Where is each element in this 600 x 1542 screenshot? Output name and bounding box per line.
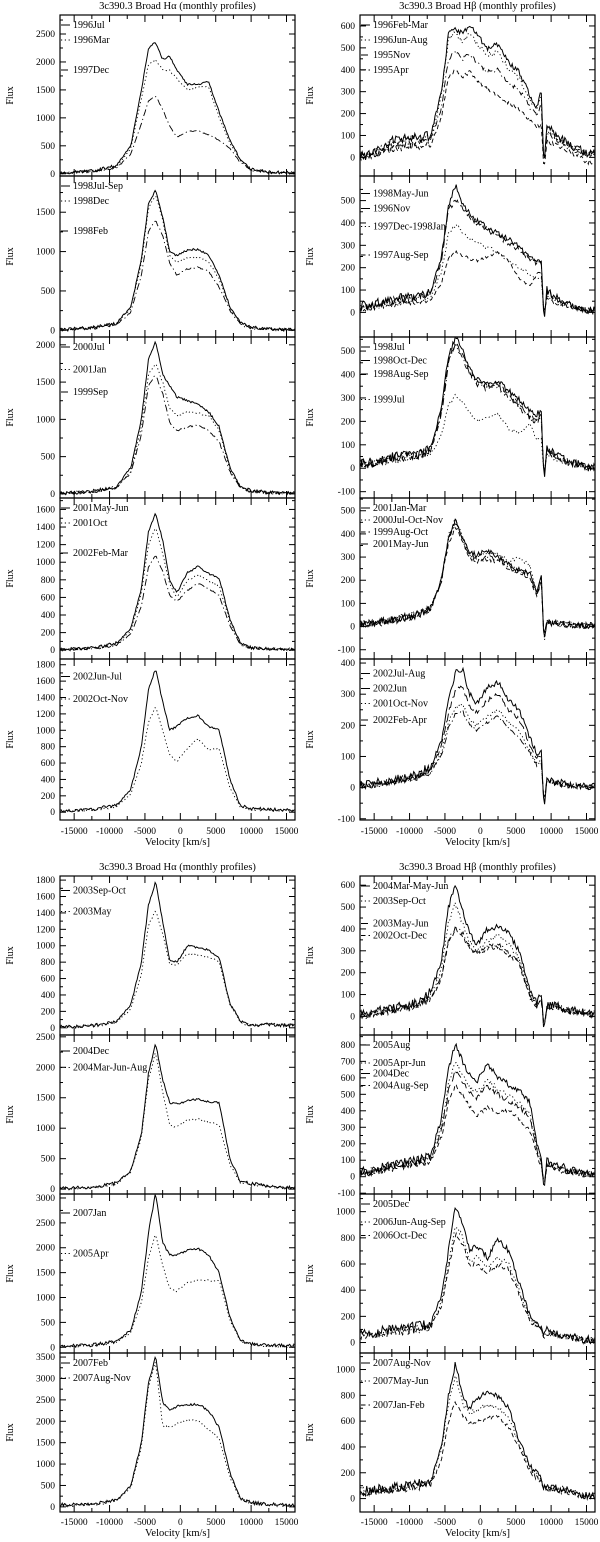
y-tick-label: 600 xyxy=(340,881,355,892)
panel xyxy=(305,1194,595,1353)
y-tick-label: 1600 xyxy=(36,505,55,516)
y-tick-label: 1600 xyxy=(36,677,55,688)
y-tick-label: 400 xyxy=(340,1442,355,1453)
series-line-1998Feb xyxy=(60,221,295,331)
legend-label: 2005Apr xyxy=(73,1248,109,1260)
legend-label: 2002Jul-Aug xyxy=(373,668,426,680)
legend-label: 2003Sep-Oct xyxy=(73,885,126,897)
series-line-2007May-Jun xyxy=(360,1376,595,1499)
y-axis-title: Flux xyxy=(5,86,16,105)
y-axis-title: Flux xyxy=(305,730,316,749)
y-tick-label: 300 xyxy=(340,946,355,957)
figure1-halpha-title: 3c390.3 Broad Hα (monthly profiles) xyxy=(99,1,256,12)
y-tick-label: 2500 xyxy=(36,1395,55,1406)
legend-label: 2001Oct-Nov xyxy=(373,698,428,710)
y-tick-label: 1000 xyxy=(36,113,55,124)
panel-border xyxy=(60,337,295,498)
series-line-2001May-Jun xyxy=(60,514,295,651)
legend-label: 1998Oct-Dec xyxy=(373,355,427,367)
x-tick-label: 15000 xyxy=(274,1518,299,1528)
y-tick-label: 1600 xyxy=(36,892,55,903)
y-tick-label: 1000 xyxy=(36,1460,55,1471)
y-tick-label: 2000 xyxy=(36,1417,55,1428)
x-tick-label: 0 xyxy=(477,827,483,837)
legend-label: 2003May-Jun xyxy=(373,918,429,930)
legend-label: 2007Aug-Nov xyxy=(73,1373,131,1384)
y-tick-label: 500 xyxy=(40,1481,55,1492)
series-line-1997Dec xyxy=(60,96,295,173)
panel xyxy=(305,1353,599,1528)
y-tick-label: 500 xyxy=(340,43,355,54)
figure1-hbeta-chart xyxy=(300,0,600,857)
series-line-2004Mar-May-Jun xyxy=(360,886,595,1027)
x-tick-label: 5000 xyxy=(206,827,226,837)
legend-label: 2002Oct-Nov xyxy=(73,694,128,705)
panel-border xyxy=(60,659,295,820)
series-line-1998Jul-Sep xyxy=(60,191,295,332)
y-tick-label: 2000 xyxy=(36,1243,55,1254)
legend-label: 2007Jan xyxy=(73,1208,107,1219)
y-tick-label: 0 xyxy=(350,1338,355,1349)
x-tick-label: -15000 xyxy=(360,1518,388,1528)
panel xyxy=(5,176,295,337)
y-tick-label: 400 xyxy=(340,1286,355,1297)
y-tick-label: 100 xyxy=(340,752,355,763)
y-tick-label: 800 xyxy=(40,575,55,586)
series-line-1995Apr xyxy=(360,70,595,164)
legend-label: 2006Oct-Dec xyxy=(373,1230,427,1242)
legend-label: 1997Aug-Sep xyxy=(373,250,429,261)
y-tick-label: 1500 xyxy=(36,378,55,389)
y-tick-label: 100 xyxy=(340,1156,355,1167)
panel xyxy=(5,659,299,837)
legend-label: 2000Jul xyxy=(73,342,105,353)
y-tick-label: 100 xyxy=(340,440,355,451)
y-axis-title: Flux xyxy=(5,1264,16,1283)
y-tick-label: 400 xyxy=(340,1106,355,1117)
y-axis-title: Flux xyxy=(5,1105,16,1124)
x-tick-label: 10000 xyxy=(539,827,563,837)
legend-label: 1996Mar xyxy=(73,35,110,46)
y-tick-label: 300 xyxy=(340,87,355,98)
y-axis-title: Flux xyxy=(305,408,316,427)
series-line-2005Dec xyxy=(360,1208,595,1343)
x-tick-label: 15000 xyxy=(574,1518,599,1528)
y-tick-label: -100 xyxy=(337,1189,355,1200)
y-tick-label: 500 xyxy=(40,286,55,297)
y-tick-label: 200 xyxy=(340,1468,355,1479)
x-tick-label: -15000 xyxy=(60,827,88,837)
y-tick-label: 600 xyxy=(40,974,55,985)
y-tick-label: 600 xyxy=(340,1260,355,1271)
x-tick-label: -5000 xyxy=(133,827,157,837)
y-tick-label: 0 xyxy=(350,1494,355,1505)
figure2-halpha-chart xyxy=(0,852,300,1542)
y-tick-label: 1000 xyxy=(36,726,55,737)
series-line-2002Oct-Nov xyxy=(60,708,295,813)
legend-label: 2002Jun-Jul xyxy=(73,671,122,683)
panel xyxy=(5,337,295,500)
y-tick-label: 200 xyxy=(340,721,355,732)
y-tick-label: 200 xyxy=(340,109,355,120)
legend-label: 2001May-Jun xyxy=(73,503,129,514)
legend-label: 2005Aug xyxy=(373,1040,411,1051)
y-tick-label: 0 xyxy=(50,808,55,819)
legend-label: 2004Dec xyxy=(73,1046,110,1057)
y-tick-label: 600 xyxy=(340,1073,355,1084)
y-tick-label: 0 xyxy=(50,489,55,500)
y-axis-title: Flux xyxy=(305,569,316,588)
y-tick-label: 200 xyxy=(40,1007,55,1018)
y-tick-label: 1200 xyxy=(36,925,55,936)
figure-2 xyxy=(0,852,600,1542)
x-tick-label: 0 xyxy=(477,1518,483,1528)
y-tick-label: 400 xyxy=(40,775,55,786)
legend-label: 2003Sep-Oct xyxy=(373,896,426,907)
legend-label: 2001May-Jun xyxy=(373,539,429,550)
legend-label: 1998May-Jun xyxy=(373,188,429,200)
series-line-2001Oct xyxy=(60,529,295,651)
y-axis-title: Flux xyxy=(305,946,316,965)
y-tick-label: 500 xyxy=(40,452,55,463)
y-tick-label: 400 xyxy=(340,659,355,670)
legend-label: 2007Aug-Nov xyxy=(373,1358,431,1369)
x-tick-label: 5000 xyxy=(506,1518,526,1528)
x-tick-label: -15000 xyxy=(360,827,388,837)
y-tick-label: 300 xyxy=(340,241,355,252)
legend-label: 2005Apr-Jun xyxy=(373,1058,426,1069)
y-axis-title: Flux xyxy=(305,247,316,266)
y-axis-title: Flux xyxy=(305,86,316,105)
y-axis-title: Flux xyxy=(5,730,16,749)
figure1-halpha-chart xyxy=(0,0,300,857)
y-tick-label: 1500 xyxy=(36,1438,55,1449)
y-tick-label: 0 xyxy=(350,783,355,794)
legend-label: 1998Jul-Sep xyxy=(73,181,123,192)
y-tick-label: 400 xyxy=(40,990,55,1001)
y-tick-label: 1200 xyxy=(36,709,55,720)
x-tick-label: 15000 xyxy=(274,827,299,837)
x-tick-label: -15000 xyxy=(60,1518,88,1528)
halpha-spectra-svg xyxy=(0,0,300,852)
x-tick-label: -5000 xyxy=(433,827,457,837)
y-tick-label: 2500 xyxy=(36,30,55,41)
panel xyxy=(5,1194,295,1353)
y-tick-label: 1500 xyxy=(36,1268,55,1279)
y-tick-label: 200 xyxy=(40,628,55,639)
y-tick-label: 1800 xyxy=(36,876,55,887)
legend-label: 1998Jul xyxy=(373,342,405,353)
legend-label: 2001Jan xyxy=(73,364,107,376)
y-axis-title: Flux xyxy=(5,408,16,427)
figure1-hbeta-xaxis-label: Velocity [km/s] xyxy=(444,837,511,848)
y-tick-label: 0 xyxy=(50,1185,55,1196)
y-axis-title: Flux xyxy=(5,946,16,965)
y-tick-label: 1000 xyxy=(36,941,55,952)
legend-label: 1998Aug-Sep xyxy=(373,369,429,380)
y-tick-label: -100 xyxy=(337,645,355,656)
y-tick-label: 500 xyxy=(40,1154,55,1165)
halpha-spectra-svg xyxy=(0,852,300,1542)
series-line-2003May xyxy=(60,911,295,1028)
y-tick-label: 300 xyxy=(340,553,355,564)
figure2-hbeta-xaxis-label: Velocity [km/s] xyxy=(444,1528,511,1539)
y-tick-label: 1000 xyxy=(36,558,55,569)
legend-label: 2002Feb-Apr xyxy=(373,715,427,726)
y-tick-label: 1500 xyxy=(36,1093,55,1104)
y-tick-label: 0 xyxy=(50,169,55,180)
x-tick-label: 10000 xyxy=(539,1518,563,1528)
legend-label: 1995Nov xyxy=(373,50,411,61)
y-tick-label: 1000 xyxy=(336,1207,355,1218)
y-tick-label: 100 xyxy=(340,599,355,610)
legend-label: 1996Jun-Aug xyxy=(373,35,428,46)
legend-label: 2000Jul-Oct-Nov xyxy=(373,515,443,526)
legend-label: 1999Jul xyxy=(373,394,405,406)
y-tick-label: 2500 xyxy=(36,1218,55,1229)
y-tick-label: 200 xyxy=(340,263,355,274)
y-tick-label: 600 xyxy=(40,593,55,604)
y-tick-label: 1000 xyxy=(36,415,55,426)
y-tick-label: 800 xyxy=(40,742,55,753)
legend-label: 1999Sep xyxy=(73,387,108,398)
y-tick-label: 400 xyxy=(340,218,355,229)
y-tick-label: 800 xyxy=(340,1391,355,1402)
y-tick-label: 2000 xyxy=(36,340,55,351)
y-tick-label: 0 xyxy=(350,622,355,633)
y-axis-title: Flux xyxy=(5,569,16,588)
y-tick-label: 100 xyxy=(340,990,355,1001)
y-tick-label: 200 xyxy=(40,791,55,802)
y-axis-title: Flux xyxy=(305,1264,316,1283)
y-tick-label: 0 xyxy=(350,308,355,319)
figure2-halpha-title: 3c390.3 Broad Hα (monthly profiles) xyxy=(99,862,256,873)
x-tick-label: 15000 xyxy=(574,827,599,837)
y-tick-label: 2000 xyxy=(36,57,55,68)
figure1-hbeta-title: 3c390.3 Broad Hβ (monthly profiles) xyxy=(399,1,556,12)
y-tick-label: 300 xyxy=(340,690,355,701)
y-tick-label: 2000 xyxy=(36,1063,55,1074)
legend-label: 2004Aug-Sep xyxy=(373,1080,429,1092)
y-tick-label: 500 xyxy=(40,141,55,152)
y-tick-label: 0 xyxy=(350,464,355,475)
y-tick-label: 1200 xyxy=(36,540,55,551)
y-tick-label: 400 xyxy=(340,65,355,76)
hbeta-spectra-svg xyxy=(300,852,600,1542)
series-line-1996Jul xyxy=(60,43,295,174)
y-tick-label: 700 xyxy=(340,1057,355,1068)
y-tick-label: 1500 xyxy=(36,85,55,96)
y-tick-label: 800 xyxy=(340,1040,355,1051)
y-tick-label: 1500 xyxy=(36,208,55,219)
figure1-halpha-xaxis-label: Velocity [km/s] xyxy=(144,837,211,848)
y-axis-title: Flux xyxy=(5,247,16,266)
legend-label: 1999Aug-Oct xyxy=(373,527,428,538)
series-line-2002Feb-Mar xyxy=(60,556,295,650)
legend-label: 1997Dec xyxy=(73,65,110,76)
x-tick-label: 5000 xyxy=(506,827,526,837)
legend-label: 2005Dec xyxy=(373,1199,410,1210)
legend-label: 2004Mar-May-Jun xyxy=(373,881,449,892)
y-tick-label: 1800 xyxy=(36,660,55,671)
panel-border xyxy=(60,876,295,1035)
y-tick-label: -100 xyxy=(337,487,355,498)
series-line-2004Mar-Jun-Aug xyxy=(60,1053,295,1190)
x-tick-label: -10000 xyxy=(396,827,424,837)
y-tick-label: 500 xyxy=(340,506,355,517)
y-tick-label: 3000 xyxy=(36,1193,55,1204)
panel xyxy=(305,659,599,837)
legend-label: 2002Feb-Mar xyxy=(73,548,128,559)
legend-label: 2003May xyxy=(73,906,112,918)
panel xyxy=(305,15,595,176)
legend-label: 2001Oct xyxy=(73,518,108,529)
panel xyxy=(305,498,595,659)
y-tick-label: 1400 xyxy=(36,908,55,919)
y-tick-label: 300 xyxy=(340,1123,355,1134)
legend-label: 1995Apr xyxy=(373,65,409,76)
y-tick-label: 0 xyxy=(50,646,55,657)
y-tick-label: 200 xyxy=(340,1139,355,1150)
y-tick-label: 500 xyxy=(340,903,355,914)
y-tick-label: 500 xyxy=(340,1090,355,1101)
panel xyxy=(5,498,295,659)
x-tick-label: -10000 xyxy=(396,1518,424,1528)
y-tick-label: 200 xyxy=(340,576,355,587)
legend-label: 2002Oct-Dec xyxy=(373,930,427,942)
y-tick-label: 3000 xyxy=(36,1374,55,1385)
y-tick-label: 500 xyxy=(340,196,355,207)
legend-label: 2004Dec xyxy=(373,1068,410,1080)
legend-label: 2002Jun xyxy=(373,683,407,695)
y-tick-label: 0 xyxy=(50,1023,55,1034)
legend-label: 2007Jan-Feb xyxy=(373,1400,425,1411)
figure2-hbeta-title: 3c390.3 Broad Hβ (monthly profiles) xyxy=(399,862,556,873)
legend-label: 2001Jan-Mar xyxy=(373,503,427,514)
y-tick-label: 400 xyxy=(340,924,355,935)
legend-label: 2004Mar-Jun-Aug xyxy=(73,1062,148,1074)
y-tick-label: 600 xyxy=(40,759,55,770)
panel-border xyxy=(60,1035,295,1194)
y-tick-label: -100 xyxy=(337,814,355,825)
panel xyxy=(5,876,295,1035)
panel xyxy=(5,15,295,180)
y-tick-label: 200 xyxy=(340,1312,355,1323)
y-tick-label: 0 xyxy=(50,1343,55,1354)
y-tick-label: 1400 xyxy=(36,693,55,704)
x-tick-label: -10000 xyxy=(96,827,124,837)
y-tick-label: 3500 xyxy=(36,1353,55,1364)
series-line-2001Jan xyxy=(60,364,295,494)
y-axis-title: Flux xyxy=(305,1105,316,1124)
series-line-2003Sep-Oct xyxy=(60,883,295,1029)
y-tick-label: 200 xyxy=(340,417,355,428)
y-tick-label: 0 xyxy=(350,1172,355,1183)
x-tick-label: 0 xyxy=(177,827,183,837)
y-tick-label: 600 xyxy=(340,1417,355,1428)
y-tick-label: 500 xyxy=(340,347,355,358)
y-tick-label: 400 xyxy=(40,611,55,622)
legend-label: 2006Jun-Aug-Sep xyxy=(373,1217,446,1228)
x-tick-label: -5000 xyxy=(133,1518,157,1528)
x-tick-label: 10000 xyxy=(239,1518,263,1528)
y-tick-label: 600 xyxy=(340,21,355,32)
legend-label: 1998Dec xyxy=(73,196,110,207)
y-tick-label: 200 xyxy=(340,968,355,979)
panel xyxy=(305,337,595,498)
y-tick-label: 400 xyxy=(340,370,355,381)
hbeta-spectra-svg xyxy=(300,0,600,852)
y-tick-label: 0 xyxy=(50,1502,55,1513)
series-line-2002Jun-Jul xyxy=(60,671,295,812)
y-tick-label: 400 xyxy=(340,529,355,540)
y-tick-label: 2500 xyxy=(36,1032,55,1043)
panel xyxy=(305,176,595,337)
y-tick-label: 1000 xyxy=(36,247,55,258)
panel xyxy=(5,1353,299,1528)
y-tick-label: 800 xyxy=(340,1233,355,1244)
y-tick-label: 1000 xyxy=(336,1365,355,1376)
y-tick-label: 0 xyxy=(50,326,55,337)
y-tick-label: 500 xyxy=(40,1318,55,1329)
x-tick-label: 0 xyxy=(177,1518,183,1528)
y-tick-label: 1000 xyxy=(36,1293,55,1304)
x-tick-label: 5000 xyxy=(206,1518,226,1528)
legend-label: 1997Dec-1998Jan xyxy=(373,221,446,233)
y-tick-label: 300 xyxy=(340,393,355,404)
legend-label: 1996Feb-Mar xyxy=(373,20,428,31)
y-tick-label: 100 xyxy=(340,131,355,142)
y-tick-label: 100 xyxy=(340,286,355,297)
y-axis-title: Flux xyxy=(305,1423,316,1442)
figure2-hbeta-chart xyxy=(300,852,600,1542)
y-tick-label: 800 xyxy=(40,958,55,969)
legend-label: 2007May-Jun xyxy=(373,1376,429,1387)
legend-label: 2007Feb xyxy=(73,1358,108,1369)
panel xyxy=(5,1033,295,1195)
series-line-1998Dec xyxy=(60,197,295,332)
y-tick-label: 1000 xyxy=(36,1124,55,1135)
y-tick-label: 0 xyxy=(350,153,355,164)
y-axis-title: Flux xyxy=(5,1423,16,1442)
panel xyxy=(305,876,595,1035)
x-tick-label: 10000 xyxy=(239,827,263,837)
x-tick-label: -10000 xyxy=(96,1518,124,1528)
panel xyxy=(305,1035,595,1199)
y-tick-label: 1400 xyxy=(36,523,55,534)
legend-label: 1996Jul xyxy=(73,20,105,31)
x-tick-label: -5000 xyxy=(433,1518,457,1528)
legend-label: 1996Nov xyxy=(373,203,411,215)
y-tick-label: 0 xyxy=(350,1012,355,1023)
legend-label: 1998Feb xyxy=(73,226,108,237)
series-line-1996Mar xyxy=(60,59,295,174)
figure2-halpha-xaxis-label: Velocity [km/s] xyxy=(144,1528,211,1539)
